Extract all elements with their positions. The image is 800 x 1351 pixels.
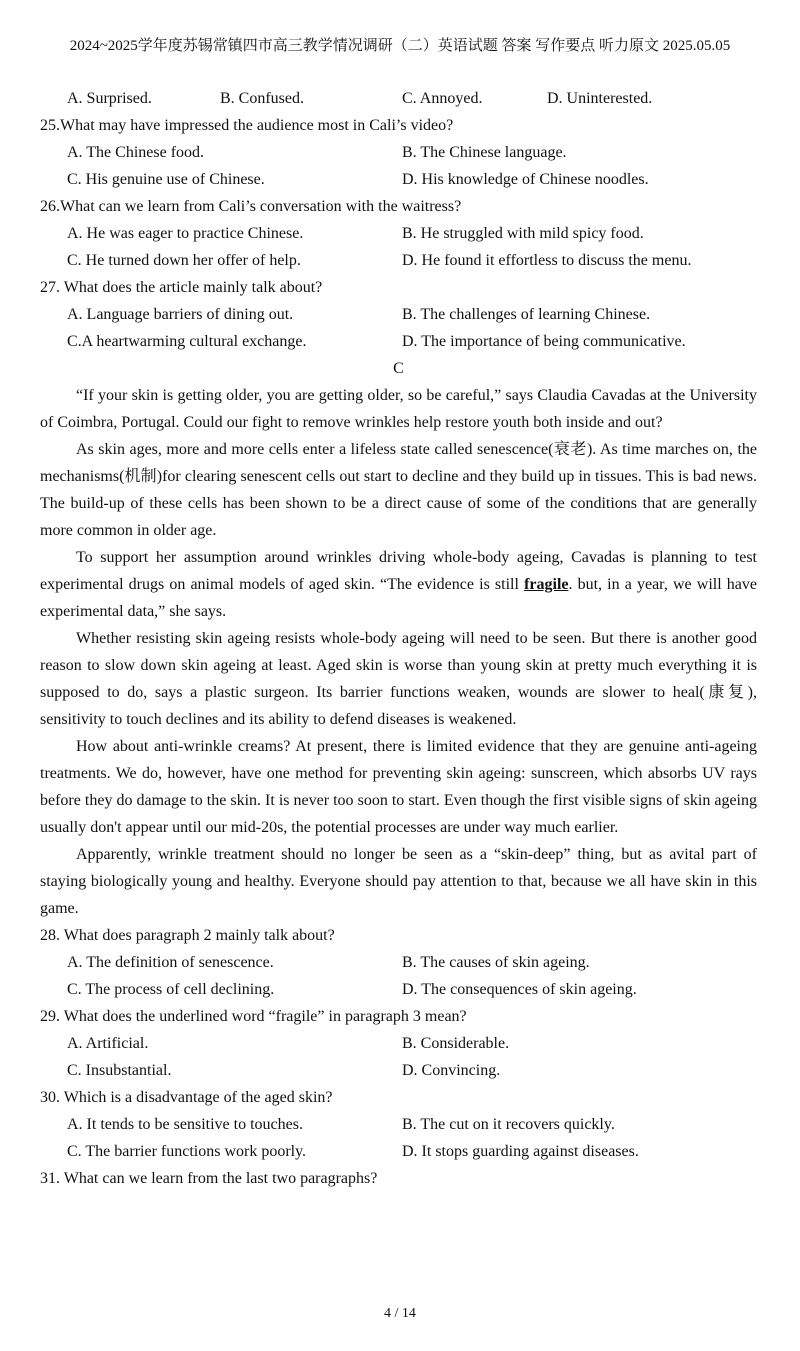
option: B. The challenges of learning Chinese. <box>402 306 651 323</box>
option: D. He found it effortless to discuss the menu. <box>402 252 692 269</box>
question-options <box>40 220 757 274</box>
paragraph: Apparently, wrinkle treatment should no longer be seen as a “skin-deep” thing, but as avital part of staying biologically young and healthy. Everyone should pay attention to that, because we all have skin in this game. <box>40 846 757 917</box>
option: A. Artificial. <box>67 1035 149 1052</box>
question: 27. What does the article mainly talk about? <box>40 279 323 296</box>
option: B. The Chinese language. <box>402 144 567 161</box>
question: 31. What can we learn from the last two paragraphs? <box>40 1170 378 1187</box>
paragraph: Whether resisting skin ageing resists whole-body ageing will need to be seen. But there is another good reason to slow down skin ageing at least. Aged skin is worse than young skin at pretty much everything it is supposed to do, says a plastic surgeon. Its barrier functions weaken, wounds are slower to heal(康复), sensitivity to touch declines and its ability to defend diseases is weakened. <box>40 630 757 728</box>
page-header: 2024~2025学年度苏锡常镇四市高三教学情况调研（二）英语试题 答案 写作要点 听力原文 2025.05.05 <box>69 38 731 54</box>
option: D. The consequences of skin ageing. <box>402 981 637 998</box>
question: 28. What does paragraph 2 mainly talk about? <box>40 927 335 944</box>
question: 29. What does the underlined word “fragile” in paragraph 3 mean? <box>40 1008 467 1025</box>
option: B. Confused. <box>220 90 304 107</box>
question: 26.What can we learn from Cali’s conversation with the waitress? <box>40 198 462 215</box>
question: 25.What may have impressed the audience most in Cali’s video? <box>40 117 454 134</box>
option: A. He was eager to practice Chinese. <box>67 225 304 242</box>
option: C. He turned down her offer of help. <box>67 252 301 269</box>
question-options <box>40 949 757 1003</box>
question: 30. Which is a disadvantage of the aged skin? <box>40 1089 333 1106</box>
page-number: 4 / 14 <box>384 1306 416 1321</box>
option: A. The Chinese food. <box>67 144 205 161</box>
option: A. It tends to be sensitive to touches. <box>67 1116 303 1133</box>
option: C. The process of cell declining. <box>67 981 275 998</box>
option: B. The cut on it recovers quickly. <box>402 1116 615 1133</box>
option: C. Annoyed. <box>402 90 483 107</box>
option: B. The causes of skin ageing. <box>402 954 590 971</box>
question-options <box>40 139 757 193</box>
option: D. Convincing. <box>402 1062 501 1079</box>
option: B. Considerable. <box>402 1035 510 1052</box>
option: D. It stops guarding against diseases. <box>402 1143 639 1160</box>
paragraph-3: To support her assumption around wrinkles driving whole-body ageing, Cavadas is planning to test experimental drugs on animal models of aged skin. “The evidence is still fragile. but, in a year, we will have experimental data,” she says. <box>40 549 757 620</box>
q24-options <box>40 85 757 112</box>
question-options <box>40 1030 757 1084</box>
option: C. His genuine use of Chinese. <box>67 171 265 188</box>
question-options <box>40 1111 757 1165</box>
option: C. The barrier functions work poorly. <box>67 1143 307 1160</box>
paragraph: “If your skin is getting older, you are getting older, so be careful,” says Claudia Cavadas at the University of Coimbra, Portugal. Could our fight to remove wrinkles help restore youth both inside and out? <box>40 387 757 431</box>
question-options <box>40 301 757 355</box>
option: A. Language barriers of dining out. <box>67 306 294 323</box>
option: D. Uninterested. <box>547 90 653 107</box>
document-body <box>40 85 757 1192</box>
paragraph: How about anti-wrinkle creams? At present, there is limited evidence that they are genuine anti-ageing treatments. We do, however, have one method for preventing skin ageing: sunscreen, which absorbs UV rays before they do damage to the skin. It is never too soon to start. Even though the first visible signs of skin ageing usually don't appear until our mid-20s, the potential processes are under way much earlier. <box>40 738 757 836</box>
option: C. Insubstantial. <box>67 1062 172 1079</box>
option: C.A heartwarming cultural exchange. <box>67 333 307 350</box>
section-label: C <box>393 360 404 377</box>
option: D. The importance of being communicative. <box>402 333 686 350</box>
option: A. Surprised. <box>67 90 152 107</box>
option: D. His knowledge of Chinese noodles. <box>402 171 649 188</box>
option: B. He struggled with mild spicy food. <box>402 225 644 242</box>
paragraph: As skin ages, more and more cells enter a lifeless state called senescence(衰老). As time marches on, the mechanisms(机制)for clearing senescent cells out start to decline and they build up in tissues. This is bad news. The build-up of these cells has been shown to be a direct cause of some of the conditions that are generally more common in older age. <box>40 441 757 539</box>
underlined-word: fragile <box>524 576 569 593</box>
option: A. The definition of senescence. <box>67 954 274 971</box>
